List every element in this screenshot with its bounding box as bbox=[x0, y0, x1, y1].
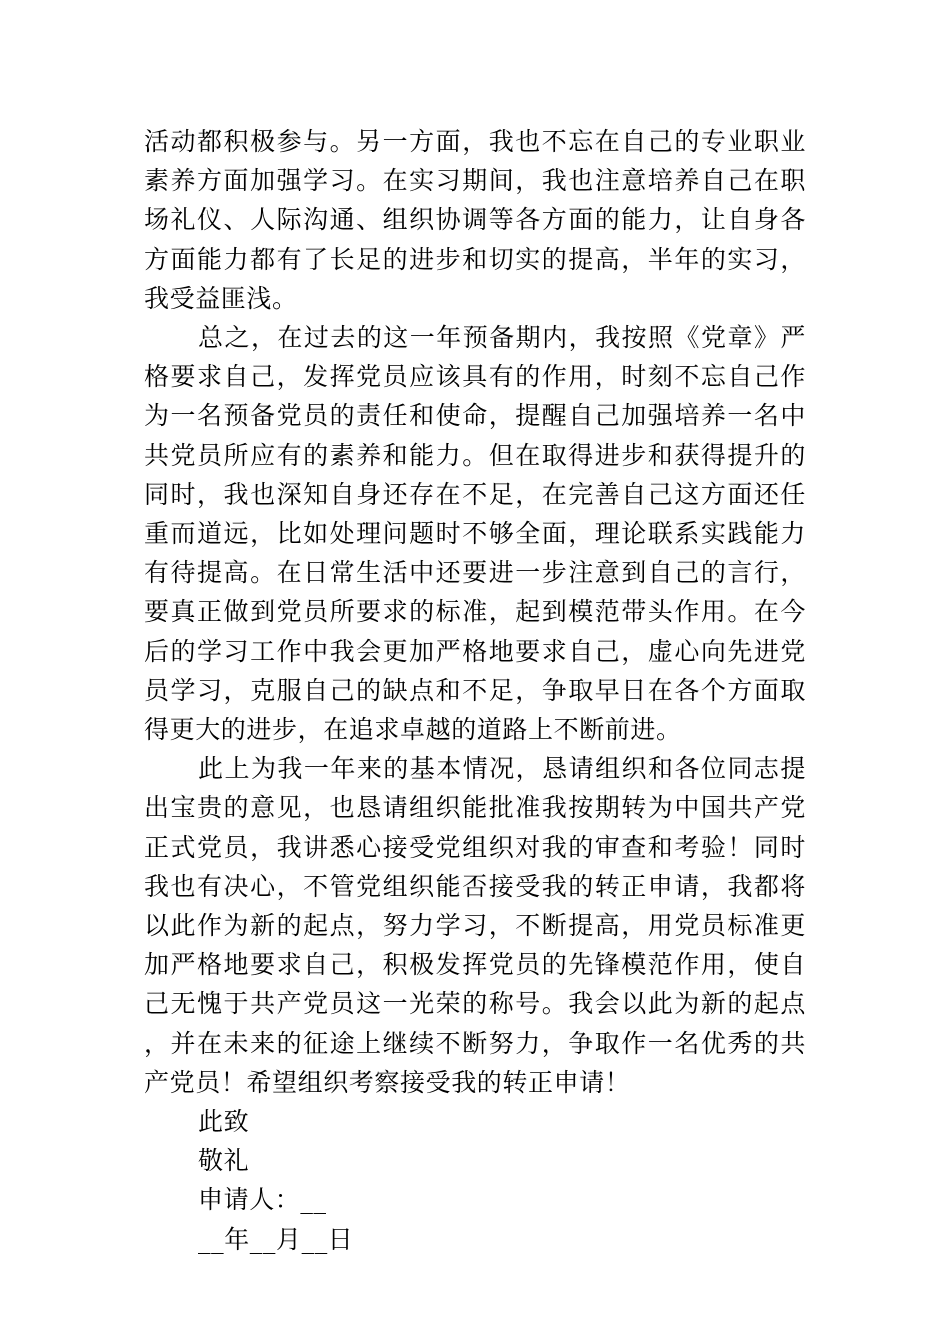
paragraph-2: 总之，在过去的这一年预备期内，我按照《党章》严格要求自己，发挥党员应该具有的作用，时刻不忘自己作为一名预备党员的责任和使命，提醒自己加强培养一名中共党员所应有的素养和能力。但在取得进步和获得提升的同时，我也深知自身还存在不足，在完善自己这方面还任重而道远，比如处理问题时不够全面，理论联系实践能力有待提高。在日常生活中还要进一步注意到自己的言行，要真正做到党员所要求的标准，起到模范带头作用。在今后的学习工作中我会更加严格地要求自己，虚心向先进党员学习，克服自己的缺点和不足，争取早日在各个方面取得更大的进步，在追求卓越的道路上不断前进。 bbox=[144, 323, 806, 745]
applicant-line: 申请人：__ bbox=[198, 1185, 327, 1215]
salutation-cizhi: 此致 bbox=[198, 1107, 250, 1137]
document-body bbox=[144, 122, 806, 1259]
paragraph-1: 活动都积极参与。另一方面，我也不忘在自己的专业职业素养方面加强学习。在实习期间，我也注意培养自己在职场礼仪、人际沟通、组织协调等各方面的能力，让自身各方面能力都有了长足的进步和切实的提高，半年的实习，我受益匪浅。 bbox=[144, 127, 806, 313]
salutation-jingli: 敬礼 bbox=[198, 1146, 250, 1176]
date-line: __年__月__日 bbox=[198, 1224, 354, 1254]
paragraph-3: 此上为我一年来的基本情况，恳请组织和各位同志提出宝贵的意见，也恳请组织能批准我按期转为中国共产党正式党员，我讲悉心接受党组织对我的审查和考验！同时我也有决心，不管党组织能否接受我的转正申请，我都将以此作为新的起点，努力学习，不断提高，用党员标准更加严格地要求自己，积极发挥党员的先锋模范作用，使自己无愧于共产党员这一光荣的称号。我会以此为新的起点，并在未来的征途上继续不断努力，争取作一名优秀的共产党员！希望组织考察接受我的转正申请！ bbox=[144, 754, 806, 1097]
